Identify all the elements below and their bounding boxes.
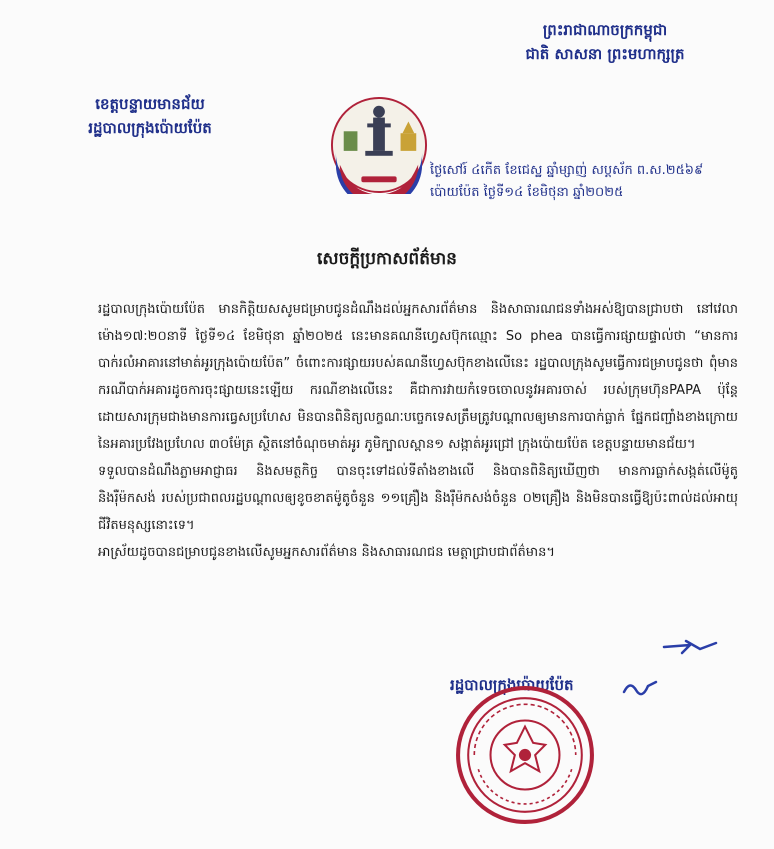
paragraph-3: អាស្រ័យដូចបានជម្រាបជូនខាងលើសូមអ្នកសារព័ត៌មាន និងសាធារណជន មេត្តាជ្រាបជាព័ត៌មាន។ bbox=[98, 545, 555, 560]
issuer-header bbox=[40, 92, 260, 140]
issuer-line-2: រដ្ឋបាលក្រុងប៉ោយប៉ែត bbox=[88, 119, 212, 137]
paragraph-2: ទទួលបានដំណឹងភ្លាមអាជ្ញាធរ និងសមត្ថកិច្ច បានចុះទៅដល់ទីតាំងខាងលើ និងបានពិនិត្យឃើញថា មានការធ្លាក់សង្កត់លើម៉ូតូ និងរ៉ឺម៉កសង់ របស់ប្រជាពលរដ្ឋបណ្តាលឲ្យខូចខាតម៉ូតូចំនួន ១១គ្រឿង និងរ៉ឺម៉កសង់ចំនួន ០២គ្រឿង និងមិនបានធ្វើឱ្យប៉ះពាល់ដល់អាយុជីវិតមនុស្សនោះទេ។ bbox=[98, 464, 738, 533]
signature-icon bbox=[620, 676, 660, 700]
kingdom-line-2: ជាតិ សាសនា ព្រះមហាក្សត្រ bbox=[525, 45, 685, 63]
date-solar: ប៉ោយប៉ែត ថ្ងៃទី១៤ ខែមិថុនា ឆ្នាំ២០២៥ bbox=[430, 185, 624, 200]
kingdom-line-1: ព្រះរាជាណាចក្រកម្ពុជា bbox=[542, 21, 668, 39]
ink-mark-icon bbox=[660, 633, 720, 657]
document-body bbox=[98, 296, 738, 566]
official-seal-icon bbox=[454, 684, 596, 826]
document-title: សេចក្តីប្រកាសព័ត៌មាន bbox=[317, 249, 457, 269]
date-lunar: ថ្ងៃសៅរ៍ ៤កើត ខែជេស្ឋ ឆ្នាំម្សាញ់ សប្តស័ក ព.ស.២៥៦៩ bbox=[430, 163, 704, 178]
date-block bbox=[430, 160, 750, 204]
paragraph-1: រដ្ឋបាលក្រុងប៉ោយប៉ែត មានកិត្តិយសសូមជម្រាបជូនដំណឹងដល់អ្នកសារព័ត៌មាន និងសាធារណជនទាំងអស់ឱ្យបានជ្រាបថា នៅវេលាម៉ោង១៧:២០នាទី ថ្ងៃទី១៤ ខែមិថុនា ឆ្នាំ២០២៥ នេះមានគណនីហ្វេសប៊ុកឈ្មោះ So phea បានធ្វើការផ្សាយផ្ទាល់ថា “មានការបាក់រលំអាគារនៅមាត់អូរក្រុងប៉ោយប៉ែត” ចំពោះការផ្សាយរបស់គណនីហ្វេសប៊ុកខាងលើនេះ រដ្ឋបាលក្រុងសូមធ្វើការជម្រាបជូនថា ពុំមានករណីបាក់អគារដូចការចុះផ្សាយនេះឡើយ ករណីខាងលើនេះ គឺជាការវាយកំទេចចោលនូវអគារចាស់ របស់ក្រុមហ៊ុនPAPA ប៉ុន្តែដោយសារក្រុមជាងមានការធ្វេសប្រហែស មិនបានពិនិត្យលក្ខណៈបច្ចេកទេសត្រឹមត្រូវបណ្តាលឲ្យមានការបាក់ធ្លាក់ ផ្នែកជញ្ជាំងខាងក្រោយនៃអគារប្រវែងប្រហែល ៣០ម៉ែត្រ ស្ថិតនៅចំណុចមាត់អូរ ភូមិក្បាលស្ពាន១ សង្កាត់អូរជ្រៅ ក្រុងប៉ោយប៉ែត ខេត្តបន្ទាយមានជ័យ។ bbox=[98, 302, 738, 452]
province-emblem-icon bbox=[330, 96, 428, 194]
kingdom-header bbox=[470, 18, 740, 66]
issuer-line-1: ខេត្តបន្ទាយមានជ័យ bbox=[95, 95, 205, 113]
signature-title: រដ្ឋបាលក្រុងប៉ោយប៉ែត bbox=[450, 676, 574, 694]
